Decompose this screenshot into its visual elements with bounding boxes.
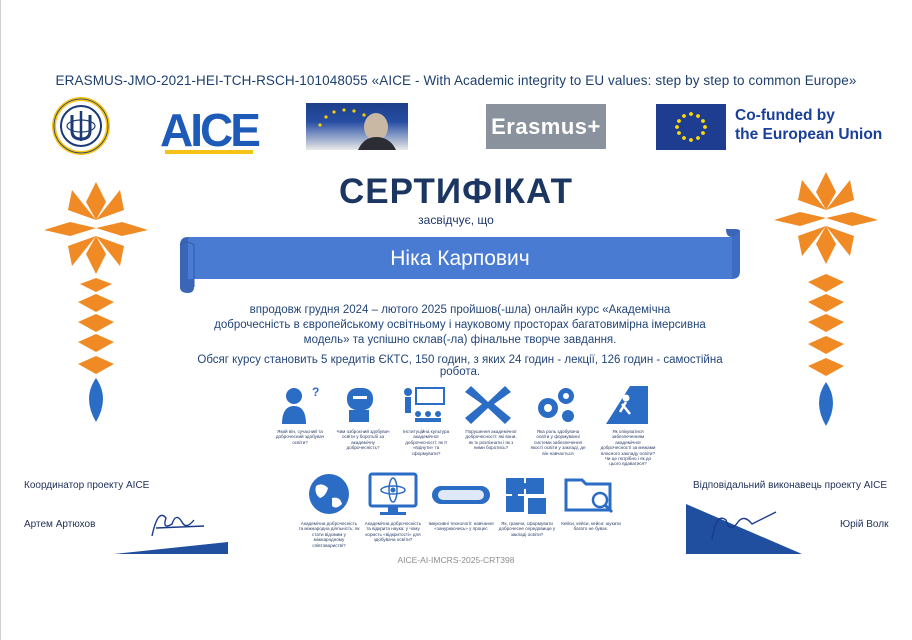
eu-stars-icon <box>318 108 365 126</box>
project-header: ERASMUS-JMO-2021-HEI-TCH-RSCH-101048055 «AICE - With Academic integrity to EU values: step by step to common Europe» <box>55 73 857 88</box>
topic-caption: Як, граючи, сформувати доброчесне середовище у закладі освіти? <box>498 521 556 537</box>
topic-item <box>560 472 622 532</box>
climber-icon <box>600 384 650 424</box>
founder-portrait-image <box>306 103 408 150</box>
boxing-glove-icon <box>335 384 385 424</box>
puzzle-icon <box>496 472 558 516</box>
topic-item <box>362 472 424 543</box>
aice-logo <box>160 98 258 156</box>
certificate-title: СЕРТИФІКАТ <box>339 172 573 211</box>
topic-caption: Академічна доброчесність та міжнародна діяльність: як стати відомим у міжнародному співтоваристві? <box>298 521 360 548</box>
eu-cofunded-line2: the European Union <box>735 126 883 143</box>
topic-item <box>298 472 360 548</box>
course-volume-text: Обсяг курсу становить 5 кредитів ЄКТС, 150 годин, з яких 24 годин - лекції, 126 годин - самостійна робота. <box>197 354 723 378</box>
topic-caption: Порушення академічної доброчесності: які вони, як їх розпізнати і як з ними боротись? <box>465 429 517 451</box>
topic-item <box>398 384 454 456</box>
erasmus-logo-text: Erasmus+ <box>491 113 601 139</box>
science-monitor-icon <box>362 472 424 516</box>
topic-item <box>272 384 328 445</box>
cross-icon <box>463 384 513 424</box>
topic-item <box>600 384 656 467</box>
page-left-edge <box>0 0 1 640</box>
gears-icon <box>530 384 580 424</box>
erasmus-plus-logo <box>486 104 606 149</box>
topic-caption: Яка роль здобувача освіти у формуванні системи забезпечення якості освіти у закладі, де він навчається <box>530 429 586 456</box>
svg-text:?: ? <box>312 385 320 399</box>
recipient-name: Ніка Карпович <box>390 247 530 270</box>
topic-caption: Кейси, кейси, кейси: шукати багато не буває. <box>561 521 621 532</box>
coordinator-label: Координатор проекту AICE <box>24 480 150 491</box>
topic-item <box>496 472 558 537</box>
aice-logo-text: AICE <box>160 104 258 156</box>
folder-search-icon <box>560 472 622 516</box>
certificate-body-text: впродовж грудня 2024 – лютого 2025 пройшов(-шла) онлайн курс «Академічна доброчесність в європейському освітньому і науковому просторах багатовимірна імерсивна модель» та успішно склав(-ла) фінальне творче завдання. <box>214 304 706 346</box>
executor-signature-image <box>686 500 802 556</box>
coordinator-signature-image <box>112 500 228 556</box>
executor-name: Юрій Волк <box>840 519 889 530</box>
topic-item <box>335 384 391 451</box>
topic-caption: Як опікуватися забезпеченням академічної доброчесності за межами власного закладу освіти? Чи це потрібно і як до цього вдаватися? <box>600 429 656 467</box>
eu-cofunded-text <box>735 106 882 144</box>
eu-cofunded-line1: Co-funded by <box>735 107 835 124</box>
certificate-code: AICE-AI-IMCRS-2025-CRT398 <box>397 555 515 565</box>
globe-icon <box>298 472 360 516</box>
classroom-icon <box>398 384 448 424</box>
topic-caption: Імерсивні технології: навчання «занурюючись» у процес <box>428 521 494 532</box>
university-seal-logo <box>50 95 112 157</box>
topic-caption: Інституційна культура академічної доброчесності: як її «віднути» та сформувати? <box>402 429 450 456</box>
topic-item <box>530 384 586 456</box>
topic-caption: Який він, сучасний та доброчесний здобувач освіти? <box>275 429 325 445</box>
topic-caption: Чим озброєний здобувач освіти у боротьбі за академічну доброчесність? <box>336 429 390 451</box>
topic-caption: Академічна доброчесність та відкрита наука: у чому користь «відкритості» для здобувача освіти? <box>364 521 422 543</box>
teacher-question-icon <box>272 384 322 424</box>
topic-item <box>428 472 494 532</box>
eu-flag-icon <box>656 104 726 150</box>
topic-item <box>463 384 519 451</box>
vr-headset-icon <box>428 472 494 516</box>
certificate-subtitle: засвідчує, що <box>418 213 494 227</box>
coordinator-name: Артем Артюхов <box>24 519 96 530</box>
executor-label: Відповідальний виконавець проекту AICE <box>693 480 888 491</box>
